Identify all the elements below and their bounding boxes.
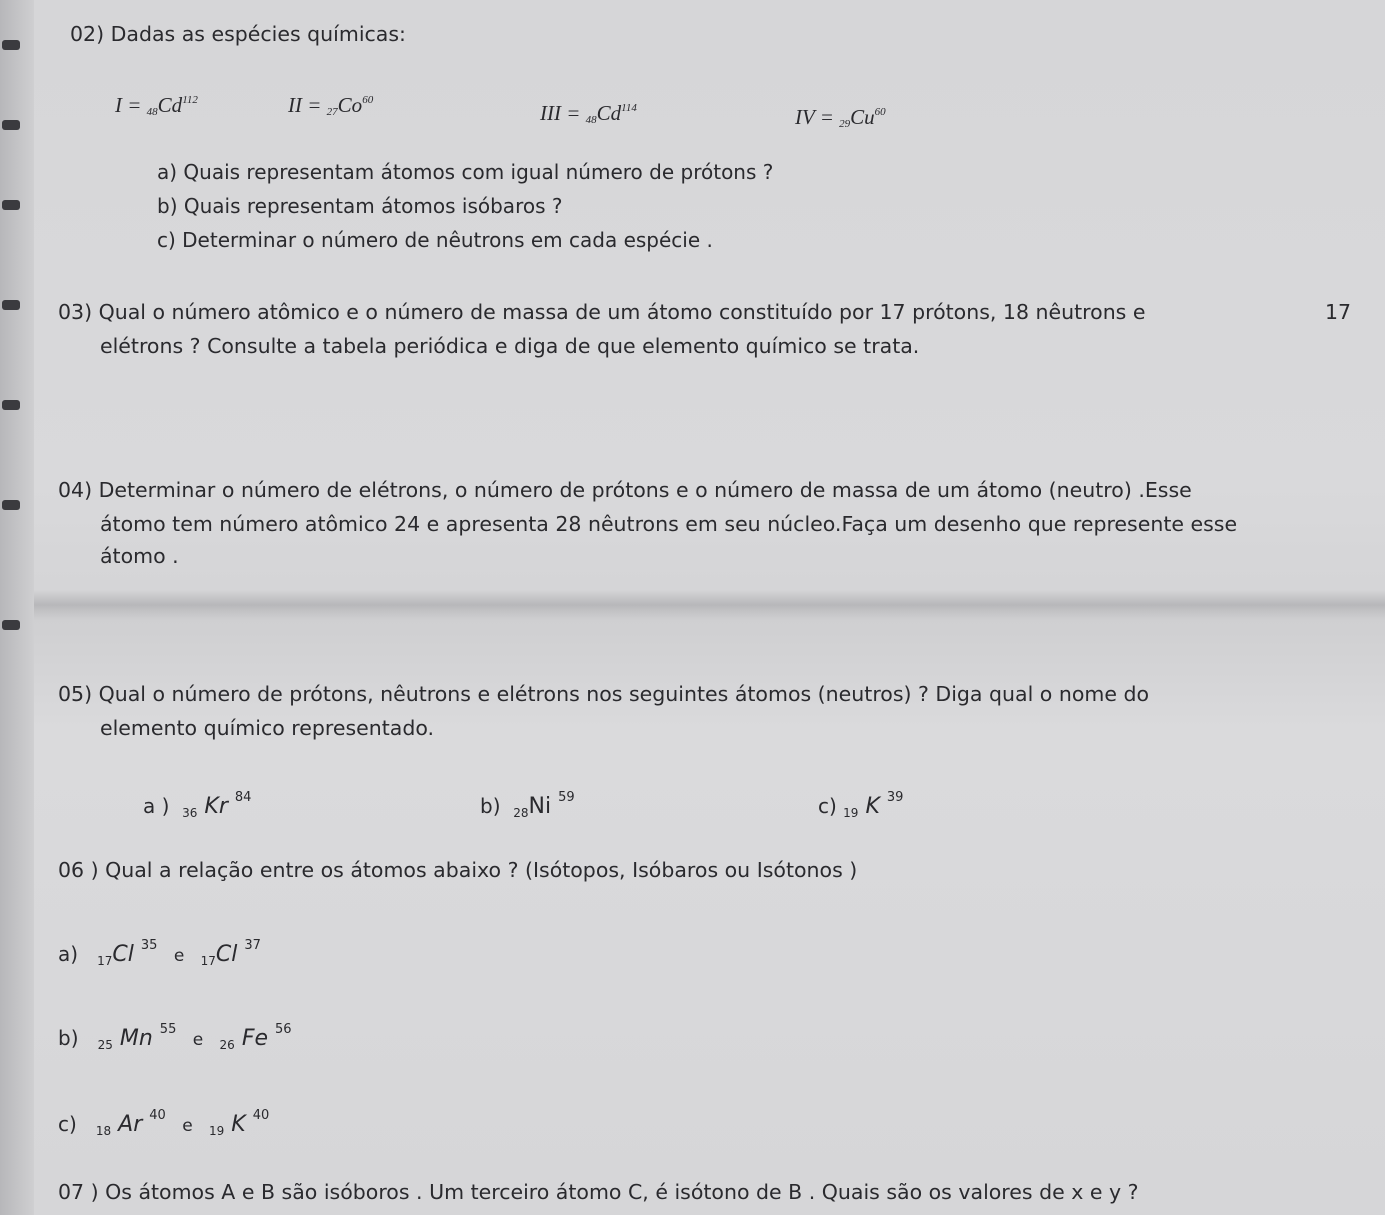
q06-title: 06 ) Qual a relação entre os átomos abaixo ? (Isótopos, Isóbaros ou Isótonos ) (58, 858, 858, 882)
q04-line3: átomo . (100, 544, 179, 568)
binding-hole (2, 500, 20, 510)
q03-line2: elétrons ? Consulte a tabela periódica e diga de que elemento químico se trata. (100, 334, 920, 358)
binding-hole (2, 40, 20, 50)
binding-hole (2, 300, 20, 310)
q04-line2: átomo tem número atômico 24 e apresenta 28 nêutrons em seu núcleo.Faça um desenho que represente esse (100, 512, 1238, 536)
q06-pair-b: b) 25 Mn $^{55}$ e 26 Fe $^{56}$ (58, 1022, 292, 1052)
q05-atom-c: c) 19 K $^{39}$ (818, 790, 904, 820)
binding-hole (2, 200, 20, 210)
q02-item-b: b) Quais representam átomos isóbaros ? (157, 194, 563, 218)
q06-pair-c: c) 18 Ar $^{40}$ e 19 K $^{40}$ (58, 1108, 270, 1138)
q05-atom-b: b) 28Ni $^{59}$ (480, 790, 575, 820)
q05-atom-a: a ) 36 Kr $^{84}$ (143, 790, 252, 820)
q02-item-a: a) Quais representam átomos com igual número de prótons ? (157, 160, 774, 184)
q03-line1: 03) Qual o número atômico e o número de massa de um átomo constituído por 17 prótons, 18 nêutrons e (58, 300, 1146, 324)
page-fold-shadow (0, 590, 1385, 620)
q02-species-1: $I = _{48}Cd^{112}$ (115, 93, 198, 118)
q04-line1: 04) Determinar o número de elétrons, o número de prótons e o número de massa de um átomo (neutro) .Esse (58, 478, 1192, 502)
q02-species-2: II = $_{27}Co^{60}$ (288, 93, 374, 118)
binding-hole (2, 400, 20, 410)
q05-line2: elemento químico representado. (100, 716, 435, 740)
notebook-binding (0, 0, 34, 1215)
q07-line1: 07 ) Os átomos A e B são isóboros . Um terceiro átomo C, é isótono de B . Quais são os valores de x e y ? (58, 1180, 1139, 1204)
q03-line1-end: 17 (1325, 300, 1352, 324)
binding-hole (2, 620, 20, 630)
q05-line1: 05) Qual o número de prótons, nêutrons e elétrons nos seguintes átomos (neutros) ? Diga qual o nome do (58, 682, 1150, 706)
q02-title: 02) Dadas as espécies químicas: (70, 22, 406, 46)
q02-species-3: III = $_{48}Cd^{114}$ (540, 101, 637, 126)
q06-pair-a: a) 17Cl $^{35}$ e 17Cl $^{37}$ (58, 938, 261, 968)
binding-hole (2, 120, 20, 130)
q02-species-4: IV = $_{29}Cu^{60}$ (795, 105, 886, 130)
q02-item-c: c) Determinar o número de nêutrons em cada espécie . (157, 228, 713, 252)
